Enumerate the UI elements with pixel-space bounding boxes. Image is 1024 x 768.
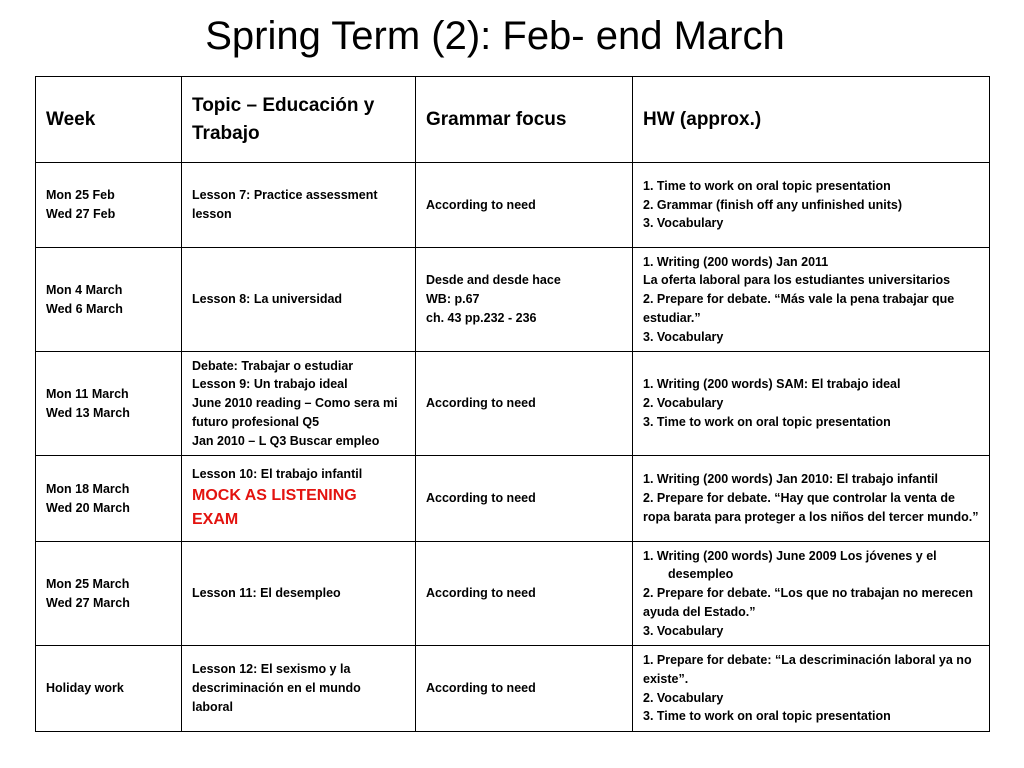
- hw-item: 1. Writing (200 words) June 2009 Los jóvenes y el desempleo: [643, 548, 937, 582]
- table-row: [36, 163, 990, 248]
- week-line: Holiday work: [46, 681, 124, 696]
- topic-line: Debate: Trabajar o estudiar: [192, 358, 354, 373]
- week-cell: [36, 456, 182, 542]
- header-week: Week: [36, 77, 182, 163]
- hw-cell: [633, 163, 990, 248]
- hw-item: 1. Time to work on oral topic presentation: [643, 178, 891, 193]
- mock-exam-alert: MOCK AS LISTENING EXAM: [192, 486, 357, 528]
- week-cell: [36, 646, 182, 732]
- grammar-line: Desde and desde hace: [426, 273, 561, 288]
- week-line: Mon 11 March: [46, 386, 129, 401]
- week-cell: [36, 163, 182, 248]
- topic-line: Lesson 11: El desempleo: [192, 586, 341, 601]
- grammar-cell: [416, 248, 633, 352]
- topic-cell: [182, 163, 416, 248]
- topic-line: Lesson 10: El trabajo infantil: [192, 467, 363, 482]
- table-row: [36, 456, 990, 542]
- hw-cell: [633, 456, 990, 542]
- grammar-cell: [416, 163, 633, 248]
- grammar-cell: [416, 542, 633, 646]
- week-line: Wed 13 March: [46, 405, 130, 420]
- topic-cell: [182, 352, 416, 456]
- hw-item: 1. Prepare for debate: “La descriminación laboral ya no existe”.: [643, 652, 972, 686]
- header-grammar: Grammar focus: [416, 77, 633, 163]
- header-row: [36, 77, 990, 163]
- week-line: Mon 25 Feb: [46, 188, 115, 203]
- grammar-cell: [416, 352, 633, 456]
- grammar-cell: [416, 456, 633, 542]
- week-line: Mon 25 March: [46, 576, 130, 591]
- week-cell: [36, 248, 182, 352]
- topic-line: Lesson 7: Practice assessment lesson: [192, 188, 378, 221]
- topic-line: June 2010 reading – Como sera mi futuro profesional Q5: [192, 396, 398, 429]
- slide-title: Spring Term (2): Feb- end March: [205, 14, 785, 58]
- hw-item: 2. Prepare for debate. “Más vale la pena trabajar que estudiar.”: [643, 292, 955, 325]
- hw-cell: [633, 248, 990, 352]
- grammar-line: According to need: [426, 681, 536, 696]
- topic-line: Lesson 8: La universidad: [192, 292, 343, 307]
- hw-item: 2. Prepare for debate. “Los que no trabajan no merecen ayuda del Estado.”: [643, 586, 973, 619]
- topic-cell: [182, 646, 416, 732]
- topic-cell: [182, 542, 416, 646]
- week-line: Wed 6 March: [46, 301, 123, 316]
- grammar-line: According to need: [426, 586, 536, 601]
- week-cell: [36, 542, 182, 646]
- hw-item: 3. Vocabulary: [643, 216, 724, 231]
- grammar-line: According to need: [426, 491, 536, 506]
- hw-item: 2. Grammar (finish off any unfinished units): [643, 197, 903, 212]
- hw-item: 3. Time to work on oral topic presentation: [643, 709, 891, 724]
- hw-cell: [633, 542, 990, 646]
- topic-cell: [182, 248, 416, 352]
- table-row: [36, 248, 990, 352]
- table-row: [36, 646, 990, 732]
- table-row: [36, 352, 990, 456]
- week-line: Wed 27 March: [46, 595, 130, 610]
- hw-item: 3. Time to work on oral topic presentation: [643, 414, 891, 429]
- hw-item: 2. Vocabulary: [643, 690, 724, 705]
- week-line: Wed 20 March: [46, 500, 130, 515]
- hw-item: 3. Vocabulary: [643, 623, 724, 638]
- grammar-line: According to need: [426, 396, 536, 411]
- grammar-line: WB: p.67: [426, 292, 480, 307]
- hw-item: 1. Writing (200 words) Jan 2010: El trabajo infantil: [643, 472, 938, 487]
- week-line: Mon 18 March: [46, 481, 130, 496]
- schedule-table: [35, 76, 990, 732]
- table-row: [36, 542, 990, 646]
- header-topic: Topic – Educación y Trabajo: [182, 77, 416, 163]
- header-hw: HW (approx.): [633, 77, 990, 163]
- topic-line: Lesson 12: El sexismo y la descriminación en el mundo laboral: [192, 662, 361, 714]
- hw-item: La oferta laboral para los estudiantes universitarios: [643, 273, 951, 288]
- grammar-cell: [416, 646, 633, 732]
- grammar-line: According to need: [426, 197, 536, 212]
- hw-item: 3. Vocabulary: [643, 329, 724, 344]
- hw-item: 1. Writing (200 words) Jan 2011: [643, 254, 829, 269]
- topic-line: Jan 2010 – L Q3 Buscar empleo: [192, 433, 380, 448]
- topic-line: Lesson 9: Un trabajo ideal: [192, 377, 348, 392]
- hw-item: 1. Writing (200 words) SAM: El trabajo ideal: [643, 377, 901, 392]
- hw-item: 2. Prepare for debate. “Hay que controlar la venta de ropa barata para proteger a los niños del tercer mundo.”: [643, 491, 979, 524]
- week-line: Wed 27 Feb: [46, 207, 116, 221]
- grammar-line: ch. 43 pp.232 - 236: [426, 310, 537, 325]
- hw-cell: [633, 352, 990, 456]
- topic-cell: [182, 456, 416, 542]
- week-line: Mon 4 March: [46, 282, 123, 297]
- hw-item: 2. Vocabulary: [643, 396, 724, 411]
- week-cell: [36, 352, 182, 456]
- hw-cell: [633, 646, 990, 732]
